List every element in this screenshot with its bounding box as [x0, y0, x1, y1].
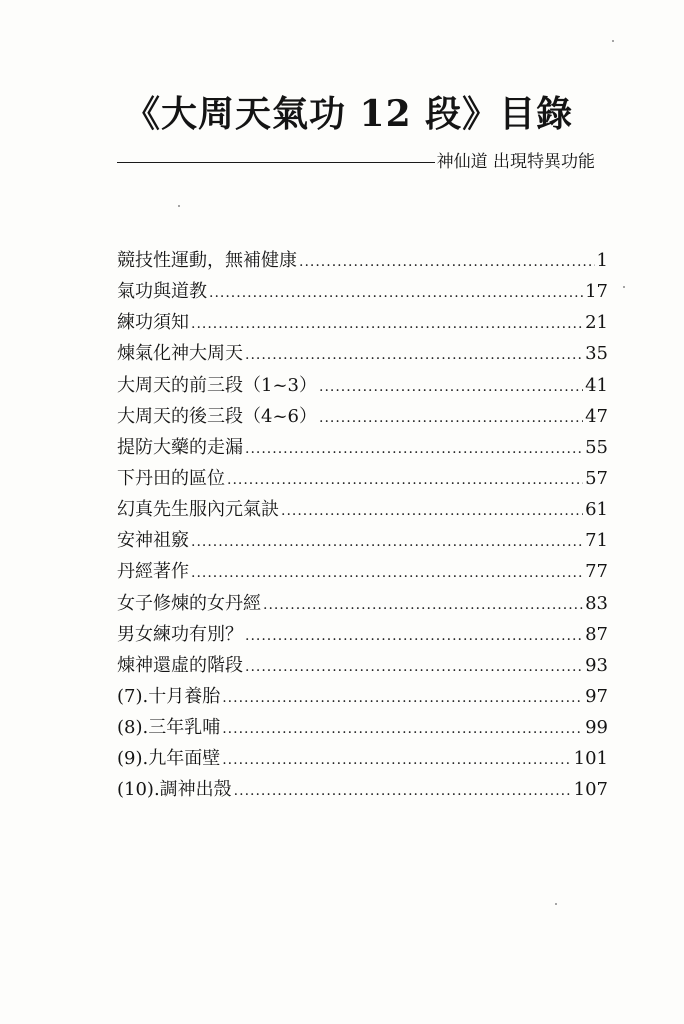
- toc-page-number: 101: [573, 748, 608, 770]
- toc-entry-title: 男女練功有別？: [117, 623, 243, 645]
- toc-page-number: 41: [585, 374, 608, 396]
- table-of-contents: [117, 245, 608, 806]
- toc-entry: [117, 681, 608, 712]
- scan-speck: [178, 205, 180, 207]
- toc-page-number: 1: [596, 250, 608, 271]
- toc-dot-leader: [245, 340, 583, 371]
- toc-entry-title: (8).三年乳哺: [117, 717, 221, 739]
- toc-entry-title: (10).調神出殼: [117, 779, 232, 801]
- scan-speck: [612, 40, 614, 42]
- toc-entry-title: 女子修煉的女丹經: [117, 592, 261, 614]
- toc-entry-title: 提防大藥的走漏: [117, 436, 243, 458]
- toc-entry-title: 丹經著作: [117, 561, 189, 583]
- toc-dot-leader: [209, 278, 583, 309]
- toc-page-number: 55: [585, 436, 608, 458]
- toc-page-number: 17: [585, 281, 608, 303]
- toc-entry: [117, 276, 608, 307]
- toc-page-number: 57: [585, 467, 608, 489]
- toc-entry: [117, 494, 608, 525]
- toc-page-number: 99: [585, 717, 608, 739]
- toc-page-number: 35: [585, 343, 608, 365]
- toc-entry: [117, 774, 608, 805]
- toc-dot-leader: [222, 714, 583, 745]
- toc-entry-title: 大周天的前三段（1~3）: [117, 374, 317, 396]
- toc-entry-title: 下丹田的區位: [117, 467, 225, 489]
- toc-entry: [117, 370, 608, 401]
- toc-dot-leader: [281, 496, 583, 527]
- toc-dot-leader: [222, 745, 571, 776]
- toc-entry-title: 氣功與道教: [117, 281, 207, 303]
- toc-entry: [117, 743, 608, 774]
- toc-entry-title: 煉氣化神大周天: [117, 343, 243, 365]
- toc-page-number: 83: [585, 592, 608, 614]
- toc-entry: [117, 463, 608, 494]
- page-title: 《大周天氣功 12 段》目錄: [124, 93, 574, 135]
- toc-dot-leader: [234, 776, 572, 807]
- toc-entry: [117, 401, 608, 432]
- toc-dot-leader: [299, 247, 595, 278]
- toc-page-number: 93: [585, 654, 608, 676]
- toc-dot-leader: [245, 621, 583, 652]
- scan-speck: [623, 286, 625, 288]
- toc-dot-leader: [319, 403, 583, 434]
- toc-dot-leader: [245, 434, 583, 465]
- toc-dot-leader: [191, 527, 583, 558]
- toc-dot-leader: [222, 683, 583, 714]
- toc-page-number: 47: [585, 405, 608, 427]
- toc-page-number: 71: [585, 530, 608, 552]
- toc-entry: [117, 712, 608, 743]
- toc-page-number: 107: [573, 779, 608, 801]
- toc-entry: [117, 245, 608, 276]
- toc-dot-leader: [245, 652, 583, 683]
- toc-entry-title: 競技性運動，無補健康: [117, 250, 297, 271]
- toc-dot-leader: [191, 309, 583, 340]
- toc-dot-leader: [227, 465, 583, 496]
- toc-entry: [117, 525, 608, 556]
- toc-entry-title: 煉神還虛的階段: [117, 654, 243, 676]
- toc-entry: [117, 338, 608, 369]
- toc-entry: [117, 650, 608, 681]
- subtitle: 神仙道 出現特異功能: [436, 152, 595, 172]
- toc-entry-title: (7).十月養胎: [117, 685, 221, 707]
- toc-page-number: 97: [585, 685, 608, 707]
- toc-dot-leader: [191, 558, 583, 589]
- toc-entry: [117, 556, 608, 587]
- toc-entry-title: 安神祖竅: [117, 530, 189, 552]
- toc-entry-title: 練功須知: [117, 312, 189, 334]
- subtitle-row: [117, 150, 595, 174]
- toc-entry: [117, 432, 608, 463]
- toc-dot-leader: [319, 372, 583, 403]
- toc-entry: [117, 307, 608, 338]
- toc-entry: [117, 588, 608, 619]
- toc-page-number: 77: [585, 561, 608, 583]
- toc-page-number: 21: [585, 312, 608, 334]
- scan-speck: [555, 903, 557, 905]
- toc-entry-title: (9).九年面壁: [117, 748, 221, 770]
- toc-entry-title: 大周天的後三段（4~6）: [117, 405, 317, 427]
- toc-entry: [117, 619, 608, 650]
- toc-page-number: 87: [585, 623, 608, 645]
- toc-entry-title: 幻真先生服內元氣訣: [117, 499, 279, 521]
- toc-page-number: 61: [585, 499, 608, 521]
- subtitle-dash-rule: [117, 162, 435, 163]
- toc-dot-leader: [263, 590, 583, 621]
